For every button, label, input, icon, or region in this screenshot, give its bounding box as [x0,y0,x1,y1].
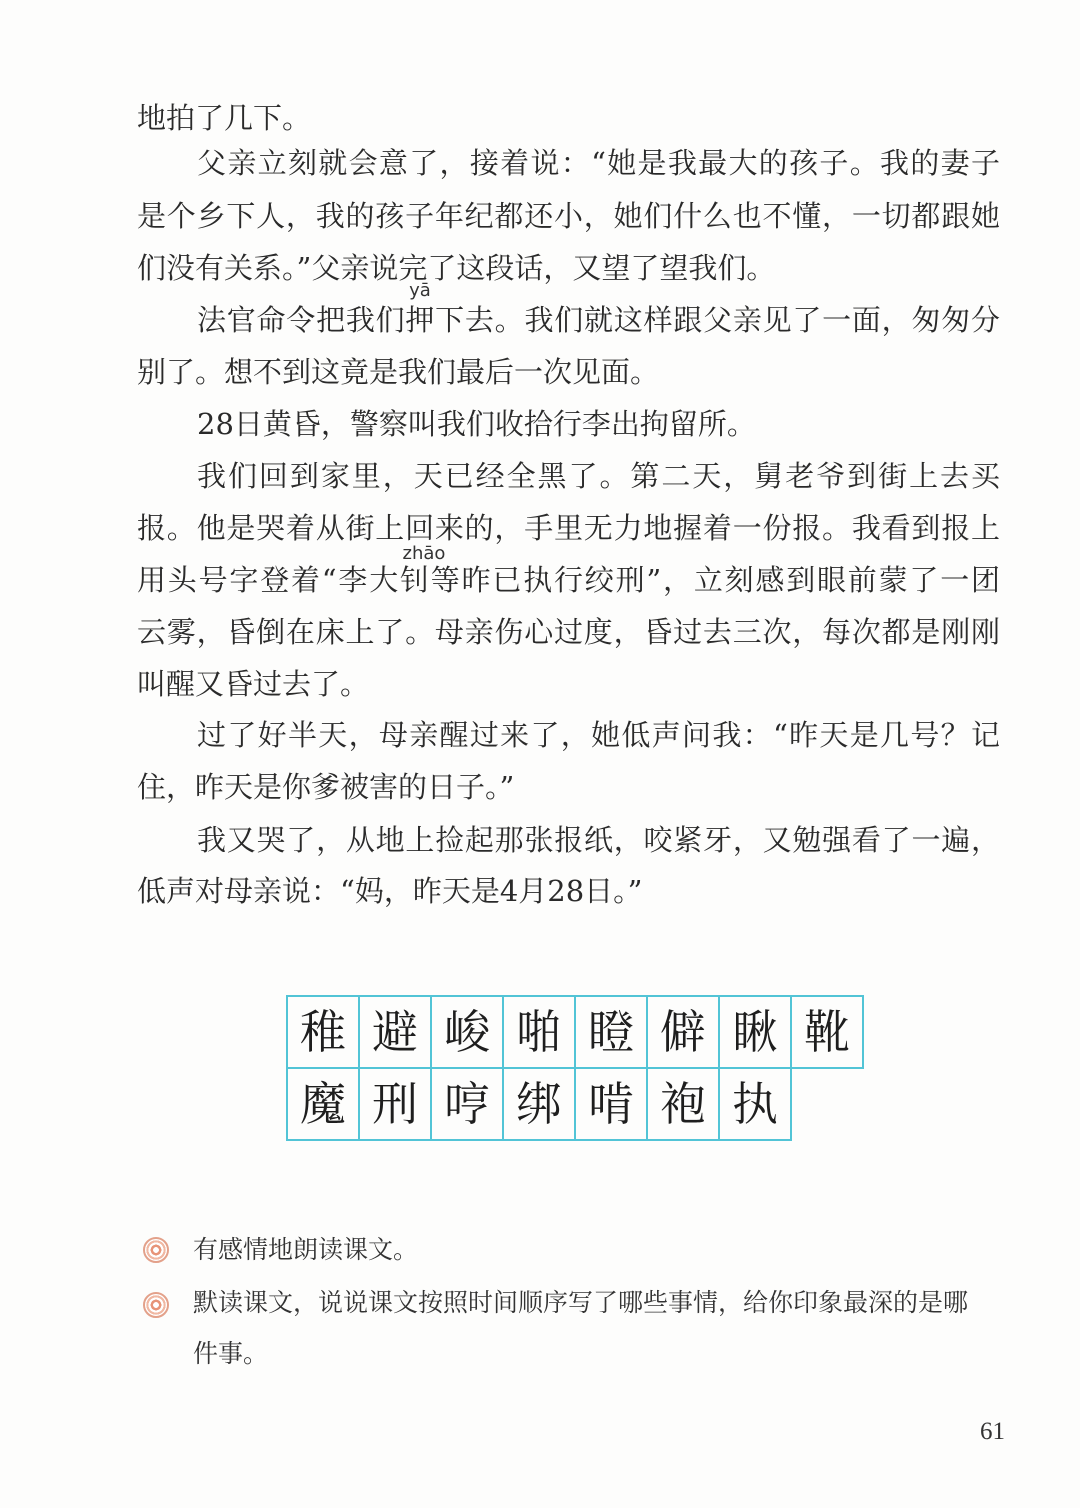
exercise-text: 默读课文，说说课文按照时间顺序写了哪些事情，给你印象最深的是哪 [193,1288,969,1317]
text-line: 用头号字登着“李大钊等昨已执行绞刑”，立刻感到眼前蒙了一团 [137,563,1000,597]
exercise-bullet-icon [143,1292,169,1318]
grid-character: 绑 [503,1068,575,1140]
grid-character: 稚 [287,996,359,1068]
character-grid [286,995,864,1141]
text-line: 叫醒又昏过去了。 [137,667,370,701]
text-line: 父亲立刻就会意了，接着说：“她是我最大的孩子。我的妻子 [197,146,1000,180]
page-number: 61 [980,1418,1005,1445]
text-line: 地拍了几下。 [137,101,312,135]
text-line: 们没有关系。”父亲说完了这段话，又望了望我们。 [137,251,776,285]
text-line: 住，昨天是你爹被害的日子。” [137,770,515,804]
grid-character: 瞅 [719,996,791,1068]
pinyin-annotation: zhāo [402,543,446,564]
pinyin-annotation: yā [409,280,431,301]
grid-character: 刑 [359,1068,431,1140]
grid-character: 僻 [647,996,719,1068]
text-line: 是个乡下人，我的孩子年纪都还小，她们什么也不懂，一切都跟她 [137,199,1000,233]
text-line: 报。他是哭着从街上回来的，手里无力地握着一份报。我看到报上 [137,511,1000,545]
exercise-text: 有感情地朗读课文。 [193,1235,419,1264]
grid-character: 哼 [431,1068,503,1140]
text-line: 云雾，昏倒在床上了。母亲伤心过度，昏过去三次，每次都是刚刚 [137,615,1000,649]
exercise-bullet-icon [143,1237,169,1263]
grid-character: 避 [359,996,431,1068]
grid-character: 啪 [503,996,575,1068]
grid-character: 峻 [431,996,503,1068]
text-line: 我又哭了，从地上捡起那张报纸，咬紧牙，又勉强看了一遍， [197,823,1000,857]
grid-character: 袍 [647,1068,719,1140]
character-grid-row [287,1068,863,1140]
grid-character: 瞪 [575,996,647,1068]
text-line: 别了。想不到这竟是我们最后一次见面。 [137,355,660,389]
text-line: 28日黄昏，警察叫我们收拾行李出拘留所。 [197,407,756,441]
text-line: 法官命令把我们押下去。我们就这样跟父亲见了一面，匆匆分 [197,303,1000,337]
grid-character: 魔 [287,1068,359,1140]
text-line: 低声对母亲说：“妈，昨天是4月28日。” [137,874,643,908]
character-grid-row [287,996,863,1068]
grid-character: 执 [719,1068,791,1140]
grid-character: 靴 [791,996,863,1068]
text-line: 过了好半天，母亲醒过来了，她低声问我：“昨天是几号？记 [197,718,1000,752]
grid-character: 啃 [575,1068,647,1140]
exercise-text: 件事。 [193,1339,269,1368]
text-line: 我们回到家里，天已经全黑了。第二天，舅老爷到街上去买 [197,459,1000,493]
